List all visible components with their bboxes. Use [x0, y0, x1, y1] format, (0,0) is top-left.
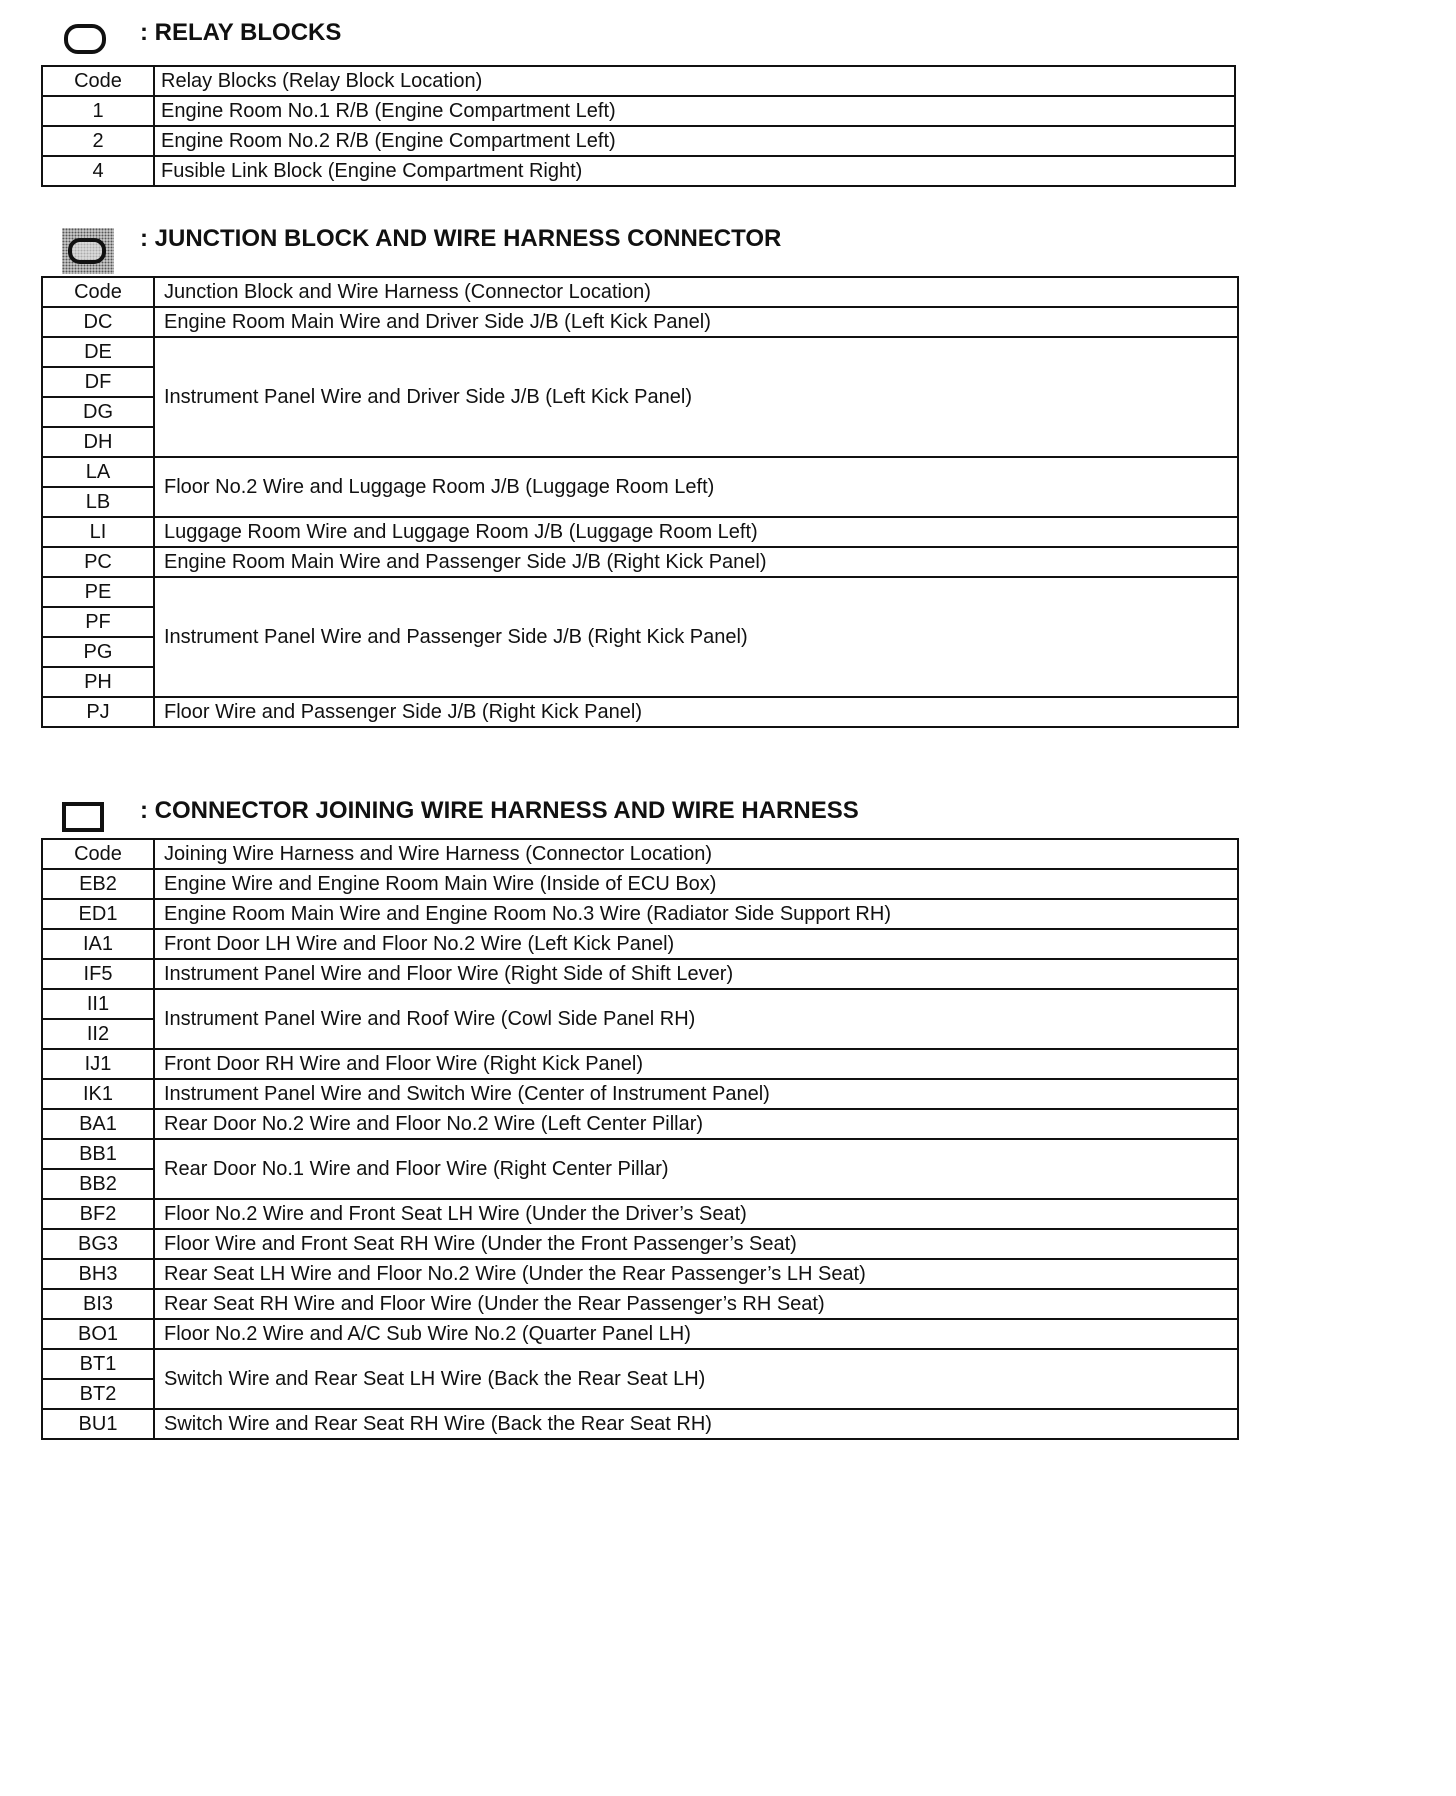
code-cell: IF5	[42, 959, 154, 989]
table-row	[42, 577, 1238, 607]
description-cell: Floor No.2 Wire and A/C Sub Wire No.2 (Quarter Panel LH)	[154, 1319, 1238, 1349]
description-cell: Switch Wire and Rear Seat LH Wire (Back the Rear Seat LH)	[154, 1349, 1238, 1409]
description-cell: Rear Door No.1 Wire and Floor Wire (Right Center Pillar)	[154, 1139, 1238, 1199]
code-cell: II1	[42, 989, 154, 1019]
code-cell: LI	[42, 517, 154, 547]
shaded-rounded-rectangle-icon	[62, 228, 114, 274]
table-row	[42, 1139, 1238, 1169]
description-cell: Instrument Panel Wire and Passenger Side J/B (Right Kick Panel)	[154, 577, 1238, 697]
code-cell: DC	[42, 307, 154, 337]
table-row	[42, 126, 1235, 156]
header-description: Junction Block and Wire Harness (Connector Location)	[154, 277, 1238, 307]
description-cell: Rear Seat LH Wire and Floor No.2 Wire (Under the Rear Passenger’s LH Seat)	[154, 1259, 1238, 1289]
code-cell: BB1	[42, 1139, 154, 1169]
table-header-row	[42, 66, 1235, 96]
code-cell: 4	[42, 156, 154, 186]
code-cell: BI3	[42, 1289, 154, 1319]
code-cell: 1	[42, 96, 154, 126]
table-row	[42, 929, 1238, 959]
code-cell: BB2	[42, 1169, 154, 1199]
junction-blocks-table	[41, 276, 1239, 728]
table-row	[42, 1109, 1238, 1139]
relay-blocks-heading	[0, 18, 1300, 58]
table-row	[42, 1049, 1238, 1079]
table-row	[42, 96, 1235, 126]
description-cell: Floor No.2 Wire and Luggage Room J/B (Luggage Room Left)	[154, 457, 1238, 517]
table-row	[42, 959, 1238, 989]
code-cell: BT1	[42, 1349, 154, 1379]
code-cell: BF2	[42, 1199, 154, 1229]
table-row	[42, 1259, 1238, 1289]
table-row	[42, 1409, 1238, 1439]
table-row	[42, 547, 1238, 577]
table-row	[42, 1349, 1238, 1379]
code-cell: DF	[42, 367, 154, 397]
description-cell: Floor No.2 Wire and Front Seat LH Wire (Under the Driver’s Seat)	[154, 1199, 1238, 1229]
code-cell: IJ1	[42, 1049, 154, 1079]
description-cell: Floor Wire and Front Seat RH Wire (Under the Front Passenger’s Seat)	[154, 1229, 1238, 1259]
relay-blocks-table	[41, 65, 1236, 187]
code-cell: PF	[42, 607, 154, 637]
code-cell: BU1	[42, 1409, 154, 1439]
table-row	[42, 869, 1238, 899]
table-header-row	[42, 839, 1238, 869]
code-cell: IK1	[42, 1079, 154, 1109]
code-cell: II2	[42, 1019, 154, 1049]
table-row	[42, 517, 1238, 547]
description-cell: Engine Room Main Wire and Engine Room No.3 Wire (Radiator Side Support RH)	[154, 899, 1238, 929]
description-cell: Front Door RH Wire and Floor Wire (Right Kick Panel)	[154, 1049, 1238, 1079]
description-cell: Instrument Panel Wire and Driver Side J/B (Left Kick Panel)	[154, 337, 1238, 457]
table-row	[42, 156, 1235, 186]
code-cell: DG	[42, 397, 154, 427]
code-cell: BG3	[42, 1229, 154, 1259]
table-row	[42, 1229, 1238, 1259]
code-cell: PH	[42, 667, 154, 697]
relay-blocks-title: : RELAY BLOCKS	[140, 19, 342, 46]
description-cell: Luggage Room Wire and Luggage Room J/B (Luggage Room Left)	[154, 517, 1238, 547]
code-cell: PJ	[42, 697, 154, 727]
junction-blocks-title: : JUNCTION BLOCK AND WIRE HARNESS CONNECTOR	[140, 225, 782, 252]
connectors-title: : CONNECTOR JOINING WIRE HARNESS AND WIRE HARNESS	[140, 797, 859, 824]
code-cell: PG	[42, 637, 154, 667]
code-cell: PE	[42, 577, 154, 607]
code-cell: IA1	[42, 929, 154, 959]
table-row	[42, 899, 1238, 929]
code-cell: LA	[42, 457, 154, 487]
connectors-table	[41, 838, 1239, 1440]
table-row	[42, 697, 1238, 727]
code-cell: LB	[42, 487, 154, 517]
description-cell: Engine Room Main Wire and Driver Side J/B (Left Kick Panel)	[154, 307, 1238, 337]
table-row	[42, 1079, 1238, 1109]
header-code: Code	[42, 277, 154, 307]
code-cell: BA1	[42, 1109, 154, 1139]
code-cell: DH	[42, 427, 154, 457]
table-row	[42, 337, 1238, 367]
code-cell: BH3	[42, 1259, 154, 1289]
description-cell: Rear Seat RH Wire and Floor Wire (Under the Rear Passenger’s RH Seat)	[154, 1289, 1238, 1319]
description-cell: Fusible Link Block (Engine Compartment Right)	[154, 156, 1235, 186]
description-cell: Engine Room No.1 R/B (Engine Compartment Left)	[154, 96, 1235, 126]
table-row	[42, 989, 1238, 1019]
code-cell: DE	[42, 337, 154, 367]
table-row	[42, 1319, 1238, 1349]
description-cell: Instrument Panel Wire and Roof Wire (Cowl Side Panel RH)	[154, 989, 1238, 1049]
header-code: Code	[42, 839, 154, 869]
code-cell: BO1	[42, 1319, 154, 1349]
table-row	[42, 1199, 1238, 1229]
description-cell: Rear Door No.2 Wire and Floor No.2 Wire (Left Center Pillar)	[154, 1109, 1238, 1139]
code-cell: 2	[42, 126, 154, 156]
header-code: Code	[42, 66, 154, 96]
table-header-row	[42, 277, 1238, 307]
description-cell: Engine Room Main Wire and Passenger Side J/B (Right Kick Panel)	[154, 547, 1238, 577]
description-cell: Floor Wire and Passenger Side J/B (Right Kick Panel)	[154, 697, 1238, 727]
description-cell: Engine Room No.2 R/B (Engine Compartment Left)	[154, 126, 1235, 156]
description-cell: Front Door LH Wire and Floor No.2 Wire (Left Kick Panel)	[154, 929, 1238, 959]
junction-blocks-heading	[0, 224, 1300, 264]
rectangle-icon	[62, 802, 104, 832]
code-cell: BT2	[42, 1379, 154, 1409]
table-row	[42, 307, 1238, 337]
description-cell: Switch Wire and Rear Seat RH Wire (Back the Rear Seat RH)	[154, 1409, 1238, 1439]
code-cell: ED1	[42, 899, 154, 929]
code-cell: EB2	[42, 869, 154, 899]
rounded-rectangle-icon	[64, 24, 106, 54]
description-cell: Instrument Panel Wire and Switch Wire (Center of Instrument Panel)	[154, 1079, 1238, 1109]
description-cell: Instrument Panel Wire and Floor Wire (Right Side of Shift Lever)	[154, 959, 1238, 989]
header-description: Joining Wire Harness and Wire Harness (Connector Location)	[154, 839, 1238, 869]
table-row	[42, 457, 1238, 487]
description-cell: Engine Wire and Engine Room Main Wire (Inside of ECU Box)	[154, 869, 1238, 899]
code-cell: PC	[42, 547, 154, 577]
table-row	[42, 1289, 1238, 1319]
header-description: Relay Blocks (Relay Block Location)	[154, 66, 1235, 96]
connectors-heading	[0, 796, 1300, 836]
